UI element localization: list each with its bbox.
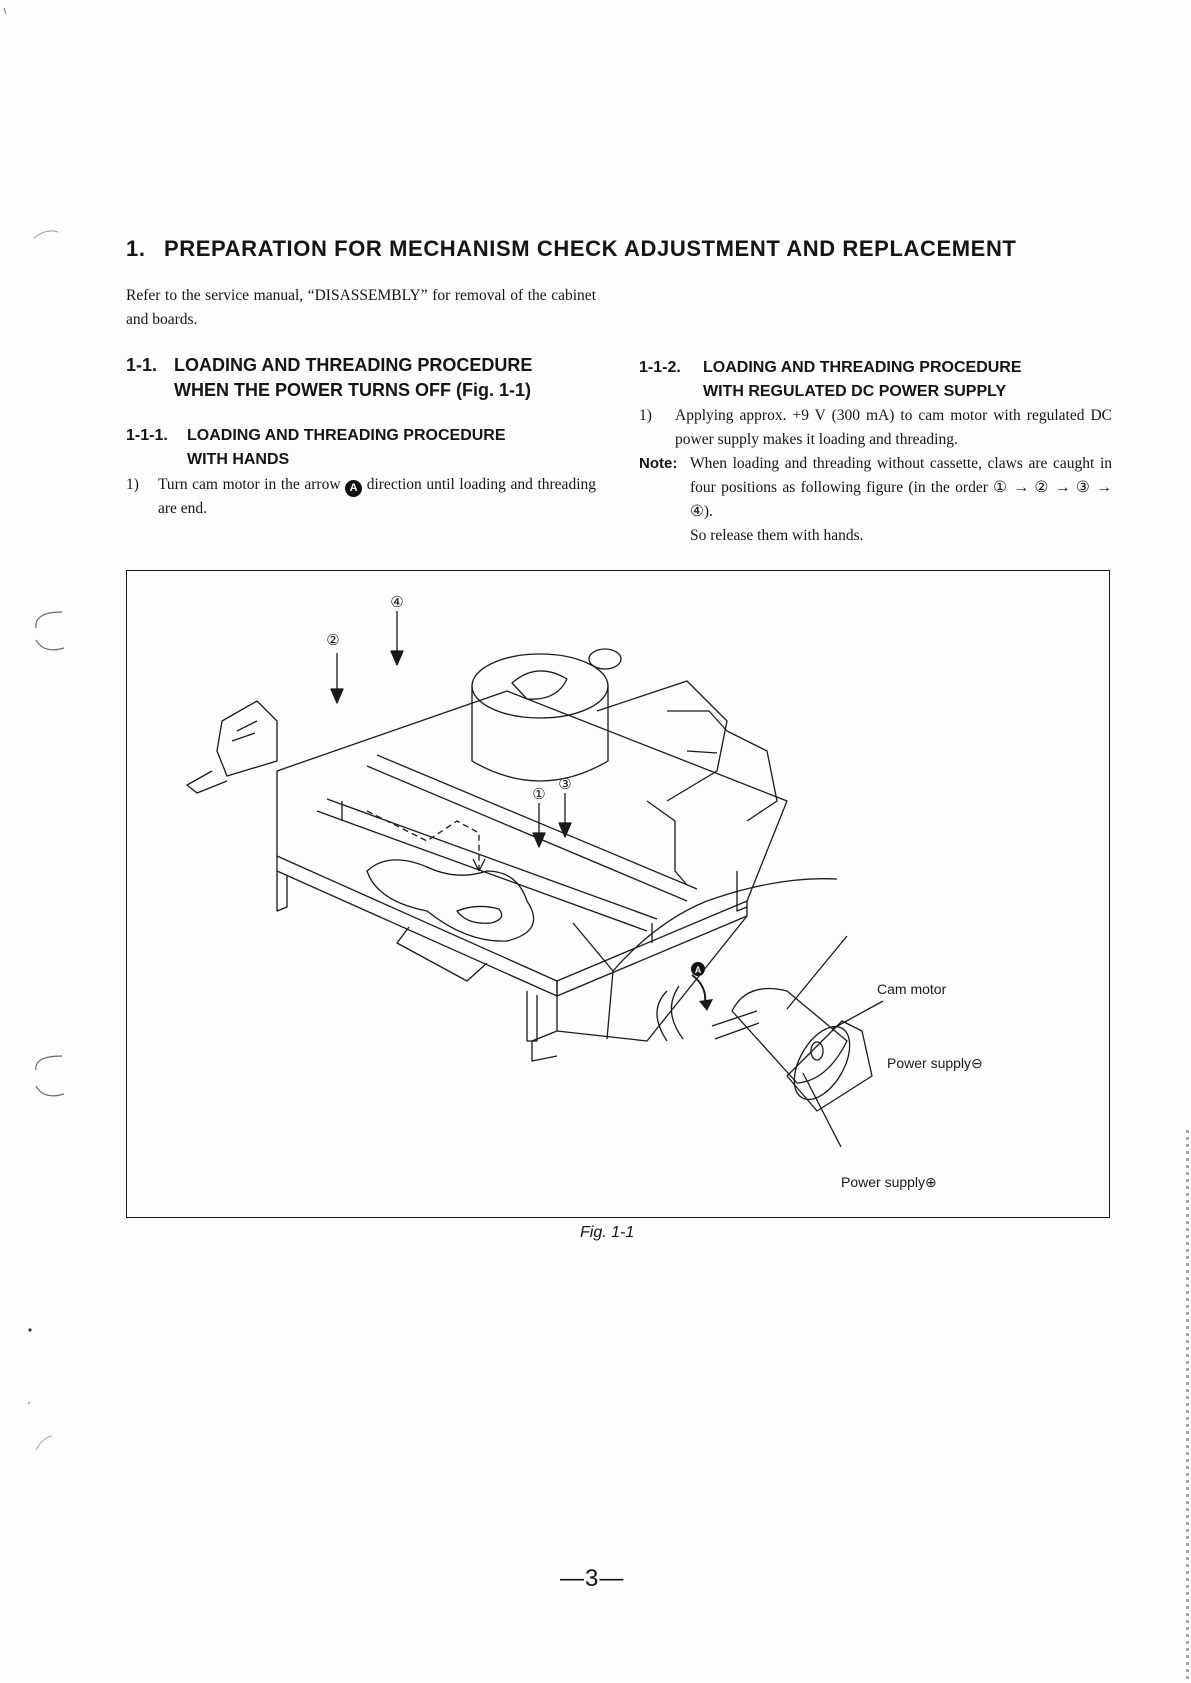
step-text-before: Turn cam motor in the arrow <box>158 476 341 493</box>
arrow-a-badge-label: A <box>694 965 702 975</box>
callout-2: ② <box>326 632 340 649</box>
drum <box>472 654 608 718</box>
section-1-1-1-number: 1-1-1. <box>126 427 168 444</box>
figure-caption: Fig. 1-1 <box>580 1224 635 1241</box>
section-1-1-2-title-line2: WITH REGULATED DC POWER SUPPLY <box>703 383 1007 400</box>
cam-motor-body <box>732 989 847 1084</box>
power-supply-plus-label: Power supply⊕ <box>841 1174 937 1190</box>
callout-3: ③ <box>558 776 572 793</box>
section-1-1-1-step <box>126 473 596 523</box>
main-heading-number: 1. <box>126 236 146 261</box>
section-1-1-2-note <box>639 452 1112 548</box>
section-1-1-2-title-line1: LOADING AND THREADING PROCEDURE <box>703 359 1022 376</box>
section-1-1-1-heading <box>126 424 596 472</box>
note-text: When loading and threading without cassette, claws are caught in four positions as following figure (in the order ① → ② → ③ → ④). <box>690 455 1112 520</box>
power-minus-leader <box>832 1001 883 1029</box>
power-plus-leader <box>803 1073 841 1147</box>
figure-1-1 <box>126 570 1110 1218</box>
section-1-1-number: 1-1. <box>126 355 158 375</box>
section-1-1-1-title-line2: WITH HANDS <box>187 451 290 468</box>
section-1-1-heading <box>126 353 596 403</box>
step-text-after: direction until loading and threading are end. <box>158 476 596 517</box>
section-1-1-title-line2: WHEN THE POWER TURNS OFF (Fig. 1-1) <box>174 380 531 400</box>
step-text: Applying approx. +9 V (300 mA) to cam motor with regulated DC power supply makes it loading and threading. <box>675 407 1112 448</box>
cam-motor-label: Cam motor <box>877 981 947 997</box>
main-heading <box>126 236 1016 262</box>
note-text-2: So release them with hands. <box>690 527 864 544</box>
intro-paragraph: Refer to the service manual, “DISASSEMBLY” for removal of the cabinet and boards. <box>126 287 596 328</box>
section-1-1-2-heading <box>639 356 1109 404</box>
scan-right-edge <box>1186 1130 1189 1683</box>
rotation-arrow <box>692 975 705 1003</box>
arrow-a-marker: A <box>345 480 362 497</box>
power-supply-minus-label: Power supply⊖ <box>887 1055 983 1071</box>
step-number: 1) <box>126 476 139 493</box>
mechanism-illustration <box>127 571 1109 1217</box>
cam-motor-leader <box>787 936 847 1009</box>
scan-margin-marks <box>0 0 80 1683</box>
step-number: 1) <box>639 407 652 424</box>
section-1-1-2-step <box>639 404 1112 454</box>
page-number: —3— <box>560 1565 625 1592</box>
section-1-1-2-number: 1-1-2. <box>639 359 681 376</box>
note-label: Note: <box>639 455 678 472</box>
step-text <box>158 473 596 521</box>
callout-4: ④ <box>390 594 404 611</box>
section-1-1-title-line1: LOADING AND THREADING PROCEDURE <box>174 355 533 375</box>
callout-1: ① <box>532 786 546 803</box>
main-heading-title: PREPARATION FOR MECHANISM CHECK ADJUSTMENT AND REPLACEMENT <box>164 236 1017 261</box>
section-1-1-1-title-line1: LOADING AND THREADING PROCEDURE <box>187 427 506 444</box>
